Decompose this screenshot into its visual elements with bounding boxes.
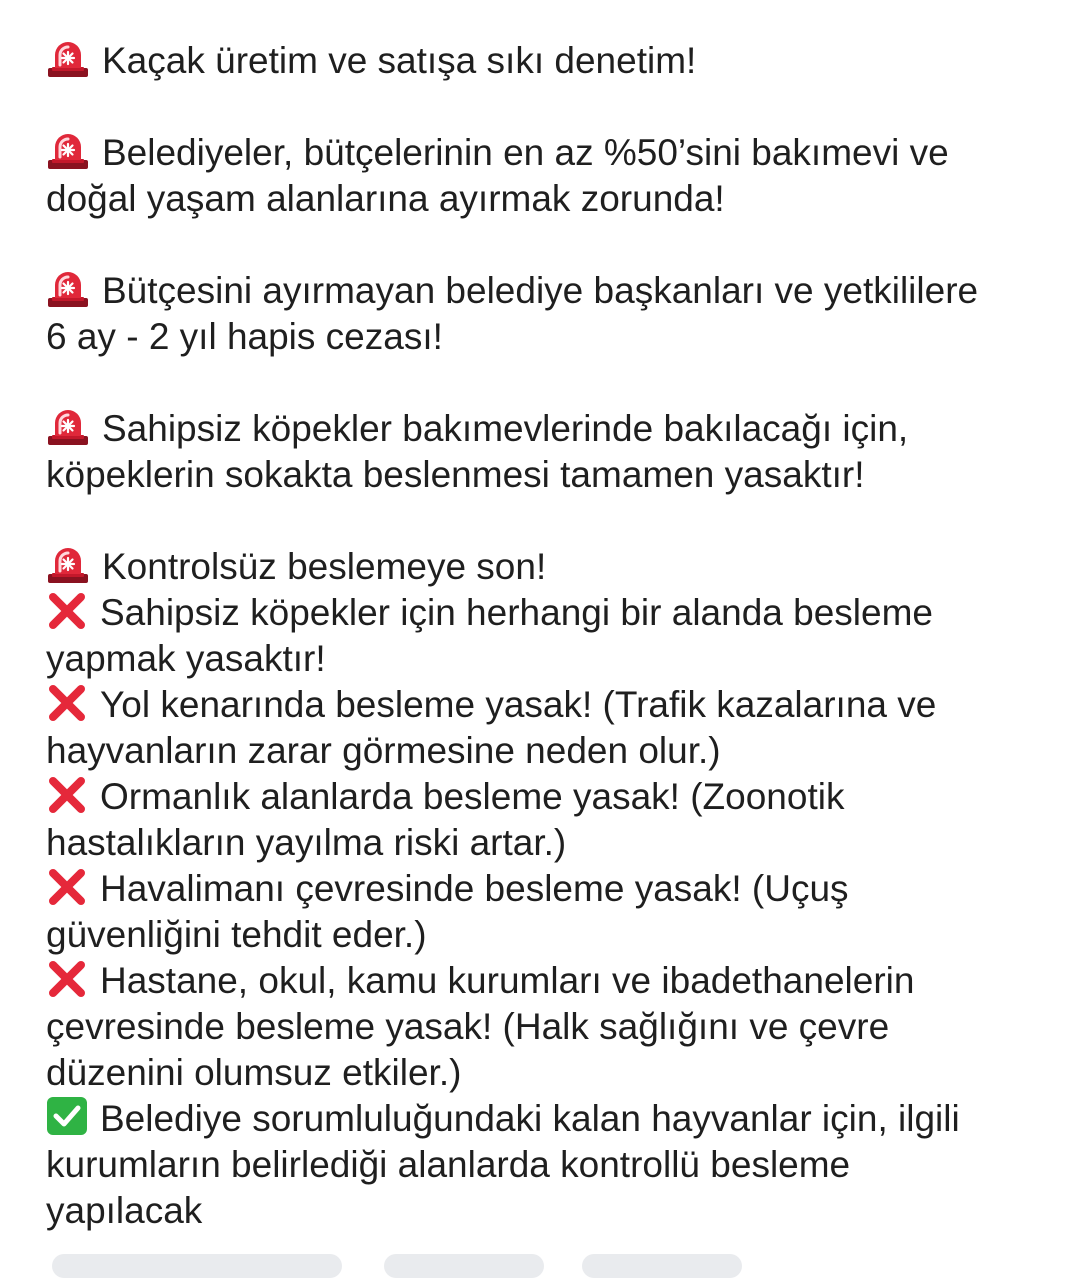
paragraph-line	[46, 38, 1056, 84]
list-item	[46, 682, 1056, 728]
paragraph-line: 6 ay - 2 yıl hapis cezası!	[46, 316, 443, 357]
list-item-text: Kontrolsüz beslemeye son!	[102, 546, 547, 587]
paragraph-line: köpeklerin sokakta beslenmesi tamamen yasaktır!	[46, 454, 865, 495]
siren-icon	[46, 408, 90, 446]
list-item-continuation: çevresinde besleme yasak! (Halk sağlığını ve çevre	[46, 1006, 890, 1047]
reaction-chip[interactable]	[52, 1254, 342, 1278]
paragraph-line: doğal yaşam alanlarına ayırmak zorunda!	[46, 178, 725, 219]
siren-icon	[46, 546, 90, 584]
list-item	[46, 774, 1056, 820]
paragraph-text: Kaçak üretim ve satışa sıkı denetim!	[102, 40, 697, 81]
post-paragraph	[46, 130, 1056, 222]
paragraph-line	[46, 406, 1056, 452]
siren-icon	[46, 270, 90, 308]
list-item-text: Sahipsiz köpekler için herhangi bir alanda besleme	[100, 592, 933, 633]
cross-icon	[46, 960, 88, 998]
rules-list	[46, 544, 1056, 1234]
paragraph-text: Sahipsiz köpekler bakımevlerinde bakılacağı için,	[102, 408, 909, 449]
post-paragraph	[46, 406, 1056, 498]
siren-icon	[46, 40, 90, 78]
post-paragraph	[46, 38, 1056, 84]
list-item-continuation: kurumların belirlediği alanlarda kontrollü besleme	[46, 1144, 851, 1185]
list-item-text: Ormanlık alanlarda besleme yasak! (Zoonotik	[100, 776, 845, 817]
cross-icon	[46, 684, 88, 722]
paragraph-line	[46, 130, 1056, 176]
list-item-continuation: yapmak yasaktır!	[46, 638, 326, 679]
list-item-text: Havalimanı çevresinde besleme yasak! (Uçuş	[100, 868, 849, 909]
paragraph-text: Belediyeler, bütçelerinin en az %50’sini bakımevi ve	[102, 132, 949, 173]
list-item-continuation: güvenliğini tehdit eder.)	[46, 914, 427, 955]
paragraph-text: Bütçesini ayırmayan belediye başkanları ve yetkililere	[102, 270, 979, 311]
reaction-chip[interactable]	[384, 1254, 544, 1278]
list-item-continuation: yapılacak	[46, 1190, 203, 1231]
list-item-continuation: hayvanların zarar görmesine neden olur.)	[46, 730, 721, 771]
post-body	[46, 38, 1056, 1234]
list-item-text: Hastane, okul, kamu kurumları ve ibadethanelerin	[100, 960, 915, 1001]
cross-icon	[46, 868, 88, 906]
list-item-continuation: hastalıkların yayılma riski artar.)	[46, 822, 567, 863]
cross-icon	[46, 776, 88, 814]
cross-icon	[46, 592, 88, 630]
list-item-text: Belediye sorumluluğundaki kalan hayvanlar için, ilgili	[100, 1098, 960, 1139]
list-item	[46, 958, 1056, 1004]
list-item	[46, 1096, 1056, 1142]
paragraph-line	[46, 268, 1056, 314]
post-paragraph	[46, 268, 1056, 360]
list-item	[46, 590, 1056, 636]
list-item-continuation: düzenini olumsuz etkiler.)	[46, 1052, 462, 1093]
siren-icon	[46, 132, 90, 170]
list-item	[46, 866, 1056, 912]
check-icon	[46, 1096, 88, 1136]
list-item	[46, 544, 1056, 590]
list-item-text: Yol kenarında besleme yasak! (Trafik kazalarına ve	[100, 684, 937, 725]
reaction-bar	[52, 1254, 1052, 1274]
reaction-chip[interactable]	[582, 1254, 742, 1278]
